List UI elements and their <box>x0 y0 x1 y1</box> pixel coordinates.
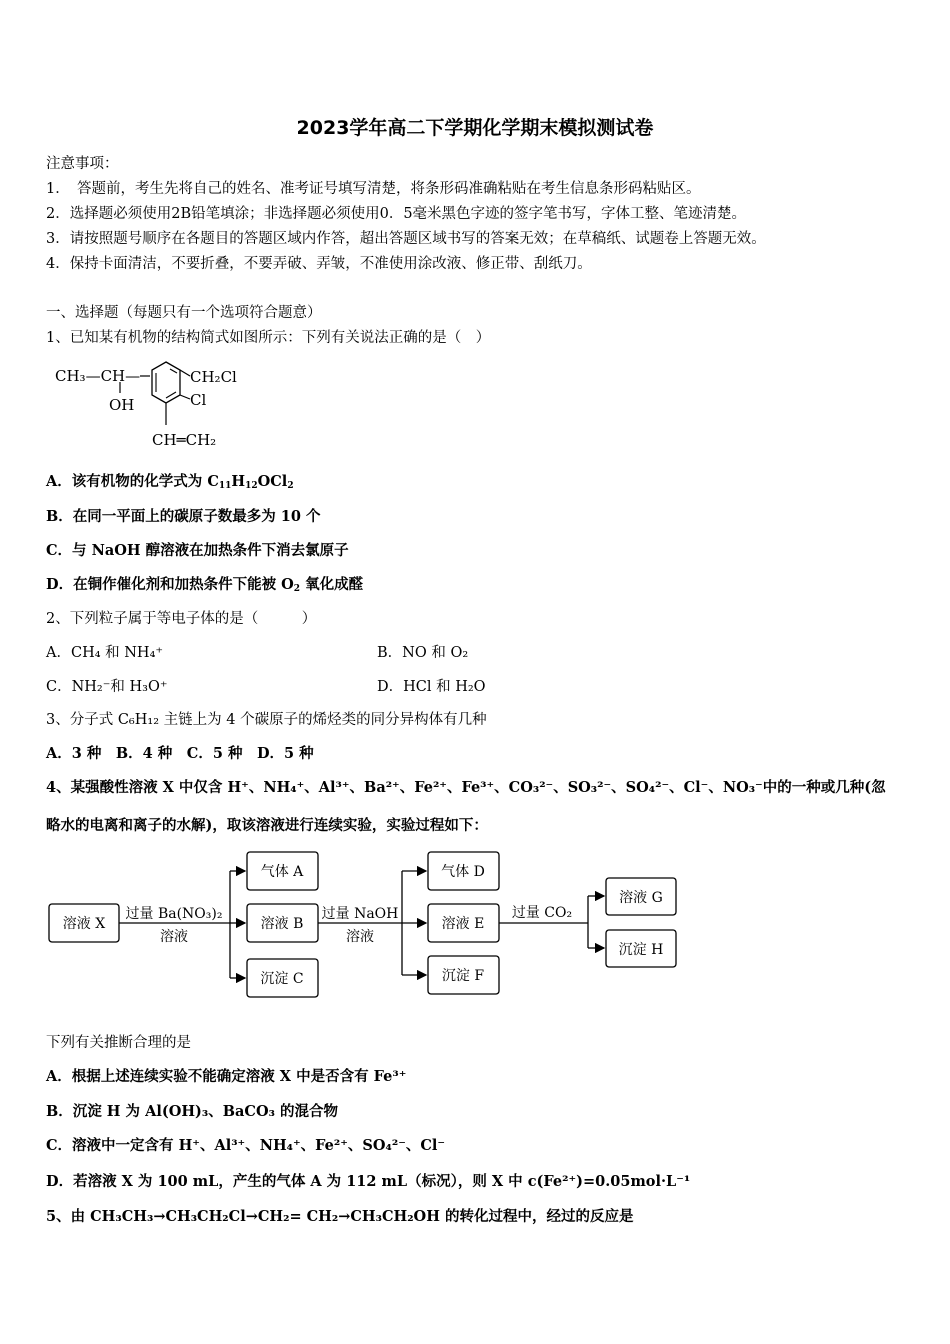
reagent-1-line1: 过量 Ba(NO₃)₂ <box>125 906 223 922</box>
section-heading: 一、选择题（每题只有一个选项符合题意） <box>46 305 322 321</box>
page-title: 2023学年高二下学期化学期末模拟测试卷 <box>296 117 654 139</box>
q2-option-d: D．HCl 和 H₂O <box>377 679 486 695</box>
structure-oh-text: OH <box>109 396 135 414</box>
q1-structure-diagram <box>52 355 252 455</box>
q4-option-a: A．根据上述连续实验不能确定溶液 X 中是否含有 Fe³⁺ <box>46 1068 407 1085</box>
notice-item: 4．保持卡面清洁，不要折叠，不要弄破、弄皱，不准使用涂改液、修正带、刮纸刀。 <box>46 256 592 272</box>
q4-question: 下列有关推断合理的是 <box>46 1035 191 1051</box>
label-solution-e: 溶液 E <box>441 916 485 932</box>
q3-stem: 3、分子式 C₆H₁₂ 主链上为 4 个碳原子的烯烃类的同分异构体有几种 <box>46 712 487 728</box>
notice-heading: 注意事项： <box>46 156 119 172</box>
reagent-1-line2: 溶液 <box>160 929 188 945</box>
notice-item: 1． 答题前，考生先将自己的姓名、准考证号填写清楚，将条形码准确粘贴在考生信息条形码粘贴区。 <box>46 181 701 197</box>
q2-stem: 2、下列粒子属于等电子体的是（ ） <box>46 611 317 627</box>
q4-option-c: C．溶液中一定含有 H⁺、Al³⁺、NH₄⁺、Fe²⁺、SO₄²⁻、Cl⁻ <box>46 1137 446 1154</box>
q4-flowchart <box>46 848 686 1004</box>
label-precipitate-f: 沉淀 F <box>441 968 485 984</box>
label-precipitate-c: 沉淀 C <box>260 971 304 987</box>
reagent-3: 过量 CO₂ <box>511 905 573 921</box>
q2-option-c: C．NH₂⁻和 H₃O⁺ <box>46 679 168 695</box>
structure-r2-text: Cl <box>190 391 207 409</box>
q1-option-c: C．与 NaOH 醇溶液在加热条件下消去氯原子 <box>46 542 349 559</box>
q4-stem-line1: 4、某强酸性溶液 X 中仅含 H⁺、NH₄⁺、Al³⁺、Ba²⁺、Fe²⁺、Fe³⁺、CO₃²⁻、SO₃²⁻、SO₄²⁻、Cl⁻、NO₃⁻中的一种或几种(忽 <box>46 779 886 796</box>
notice-item: 3．请按照题号顺序在各题目的答题区域内作答，超出答题区域书写的答案无效；在草稿纸、试题卷上答题无效。 <box>46 231 766 247</box>
structure-bottom-text: CH═CH₂ <box>152 431 217 449</box>
reagent-2-line2: 溶液 <box>346 929 374 945</box>
q2-option-a: A．CH₄ 和 NH₄⁺ <box>46 645 164 661</box>
structure-r1-text: CH₂Cl <box>190 368 237 386</box>
notice-item: 2．选择题必须使用2B铅笔填涂；非选择题必须使用0．5毫米黑色字迹的签字笔书写，字体工整、笔迹清楚。 <box>46 206 747 222</box>
label-gas-a: 气体 A <box>260 864 304 880</box>
q1-option-b: B．在同一平面上的碳原子数最多为 10 个 <box>46 508 321 525</box>
label-gas-d: 气体 D <box>441 864 485 880</box>
q3-options: A．3 种 B．4 种 C．5 种 D．5 种 <box>46 745 314 762</box>
q5-stem: 5、由 CH₃CH₃→CH₃CH₂Cl→CH₂= CH₂→CH₃CH₂OH 的转化过程中，经过的反应是 <box>46 1208 634 1225</box>
q4-stem-line2: 略水的电离和离子的水解)，取该溶液进行连续实验，实验过程如下： <box>46 817 488 834</box>
structure-left-text: CH₃—CH— <box>55 367 141 385</box>
q2-option-b: B．NO 和 O₂ <box>377 645 469 661</box>
label-precipitate-h: 沉淀 H <box>618 942 664 958</box>
q4-option-b: B．沉淀 H 为 Al(OH)₃、BaCO₃ 的混合物 <box>46 1103 338 1120</box>
q1-stem: 1、已知某有机物的结构简式如图所示：下列有关说法正确的是（ ） <box>46 330 491 346</box>
label-solution-b: 溶液 B <box>260 916 304 932</box>
q4-option-d: D．若溶液 X 为 100 mL，产生的气体 A 为 112 mL（标况），则 X 中 c(Fe²⁺)=0.05mol·L⁻¹ <box>46 1173 691 1190</box>
q1-option-a: A．该有机物的化学式为 $C_{11}H_{12}OCl_2$ <box>46 473 294 491</box>
label-solution-g: 溶液 G <box>619 890 663 906</box>
label-solution-x: 溶液 X <box>62 916 106 932</box>
reagent-2-line1: 过量 NaOH <box>321 906 399 922</box>
q1-option-d: D．在铜作催化剂和加热条件下能被 $O_2$ 氧化成醛 <box>46 576 364 594</box>
